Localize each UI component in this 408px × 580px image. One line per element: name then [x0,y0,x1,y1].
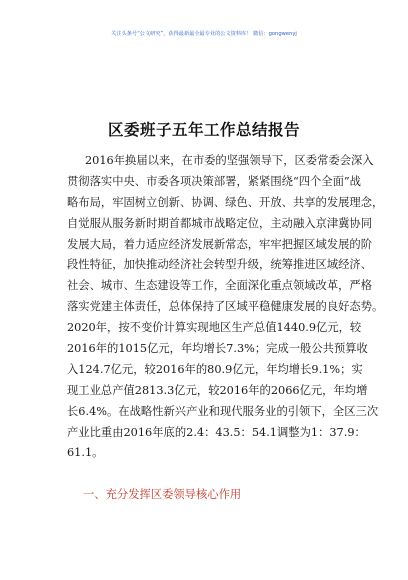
body-line: 61.1。 [67,446,104,460]
body-line: 落实党建主体责任，总体保持了区域平稳健康发展的良好态势。 [67,300,384,314]
body-line: 2016年的1015亿元，年均增长7.3%；完成一般公共预算收 [67,342,368,356]
body-line: 略布局，牢固树立创新、协调、绿色、开放、共享的发展理念， [67,195,384,209]
body-line: 长6.4%。在战略性新兴产业和现代服务业的引领下，全区三次 [67,404,379,418]
body-line: 产业比重由2016年底的2.4：43.5：54.1调整为1：37.9： [67,425,366,439]
body-paragraph [67,151,384,464]
body-line: 2020年，按不变价计算实现地区生产总值1440.9亿元，较 [67,321,362,335]
document-title: 区委班子五年工作总结报告 [107,121,300,139]
body-line: 现工业总产值2813.3亿元，较2016年的2066亿元，年均增 [67,383,368,397]
body-line: 入124.7亿元，较2016年的80.9亿元，年均增长9.1%；实 [67,362,363,376]
body-line: 发展大局，着力适应经济发展新常态，牢牢把握区域发展的阶 [67,237,373,251]
body-line: 2016年换届以来，在市委的坚强领导下，区委常委会深入 [85,154,374,167]
body-line: 社会、城市、生态建设等工作，全面深化重点领域改革，严格 [67,279,373,293]
body-line: 自觉服从服务新时期首都城市战略定位，主动融入京津冀协同 [67,216,373,230]
header-note: 关注头条号“公文研究”，获得最新最全最专业的公文资料库！ 微信：gongwenyj [111,31,297,37]
body-line: 段性特征，加快推动经济社会转型升级，统筹推进区域经济、 [67,258,373,272]
section-heading: 一、充分发挥区委领导核心作用 [83,488,242,501]
body-line: 贯彻落实中央、市委各项决策部署，紧紧围绕“四个全面”战 [67,174,361,188]
